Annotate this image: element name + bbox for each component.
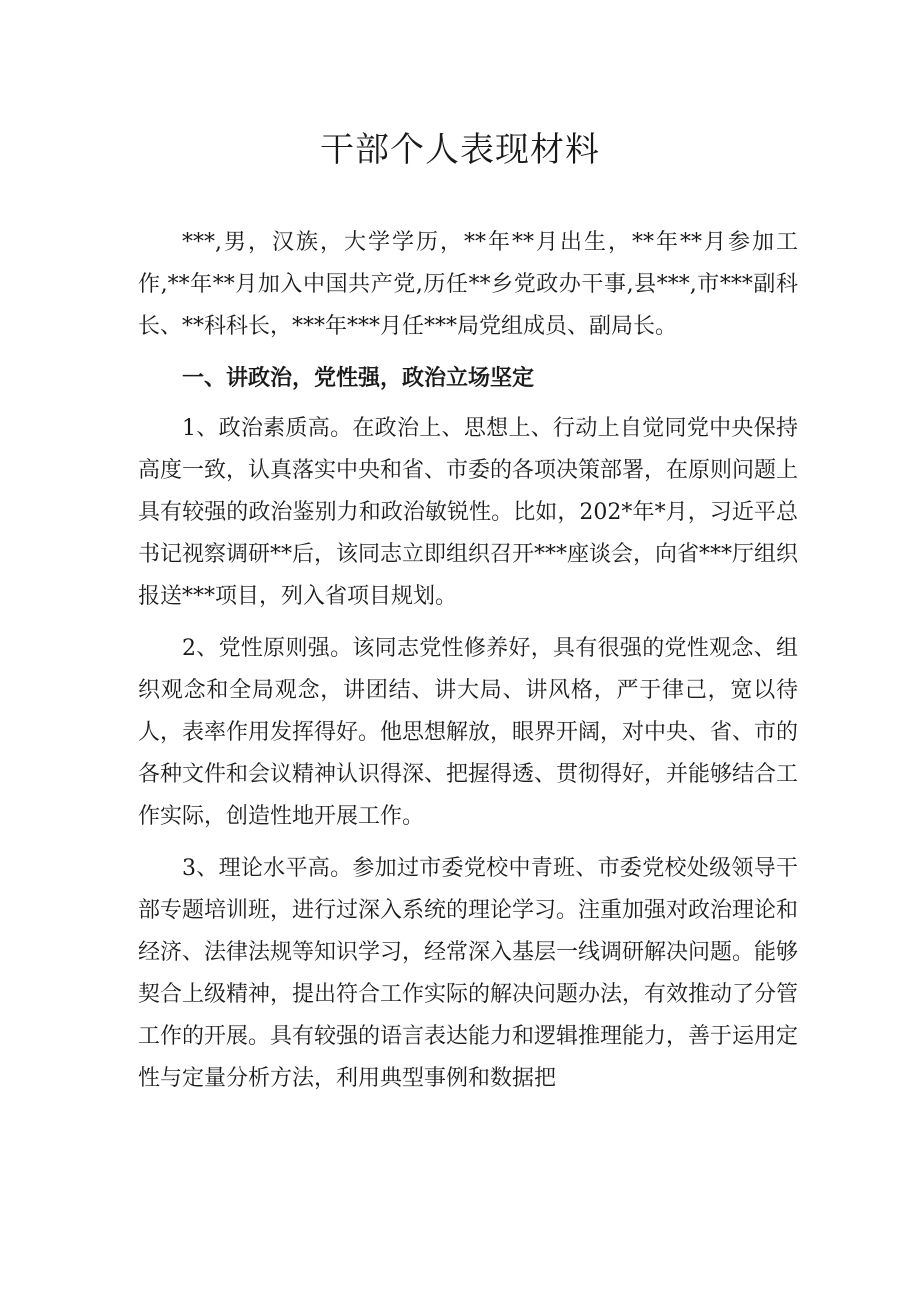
paragraph-political-quality: 1、政治素质高。在政治上、思想上、行动上自觉同党中央保持高度一致，认真落实中央和省、市委的各项决策部署，在原则问题上具有较强的政治鉴别力和政治敏锐性。比如，202*年*月，习近平总书记视察调研**后，该同志立即组织召开***座谈会，向省***厅组织报送***项目，列入省项目规划。 — [138, 416, 799, 609]
paragraph-party-principle: 2、党性原则强。该同志党性修养好，具有很强的党性观念、组织观念和全局观念，讲团结、讲大局、讲风格，严于律己，宽以待人，表率作用发挥得好。他思想解放，眼界开阔，对中央、省、市的各种文件和会议精神认识得深、把握得透、贯彻得好，并能够结合工作实际，创造性地开展工作。 — [138, 636, 799, 829]
document-body — [138, 222, 798, 1100]
paragraph-theory-level: 3、理论水平高。参加过市委党校中青班、市委党校处级领导干部专题培训班，进行过深入系统的理论学习。注重加强对政治理论和经济、法律法规等知识学习，经常深入基层一线调研解决问题。能够契合上级精神，提出符合工作实际的解决问题办法，有效推动了分管工作的开展。具有较强的语言表达能力和逻辑推理能力，善于运用定性与定量分析方法，利用典型事例和数据把 — [138, 856, 799, 1091]
page-title: 干部个人表现材料 — [320, 130, 600, 170]
intro-paragraph: ***,男，汉族，大学学历，**年**月出生，**年**月参加工作,**年**月加入中国共产党,历任**乡党政办干事,县***,市***副科长、**科科长，***年***月任***局党组成员、副局长。 — [138, 230, 798, 339]
section-heading: 一、讲政治，党性强，政治立场坚定 — [182, 365, 535, 391]
